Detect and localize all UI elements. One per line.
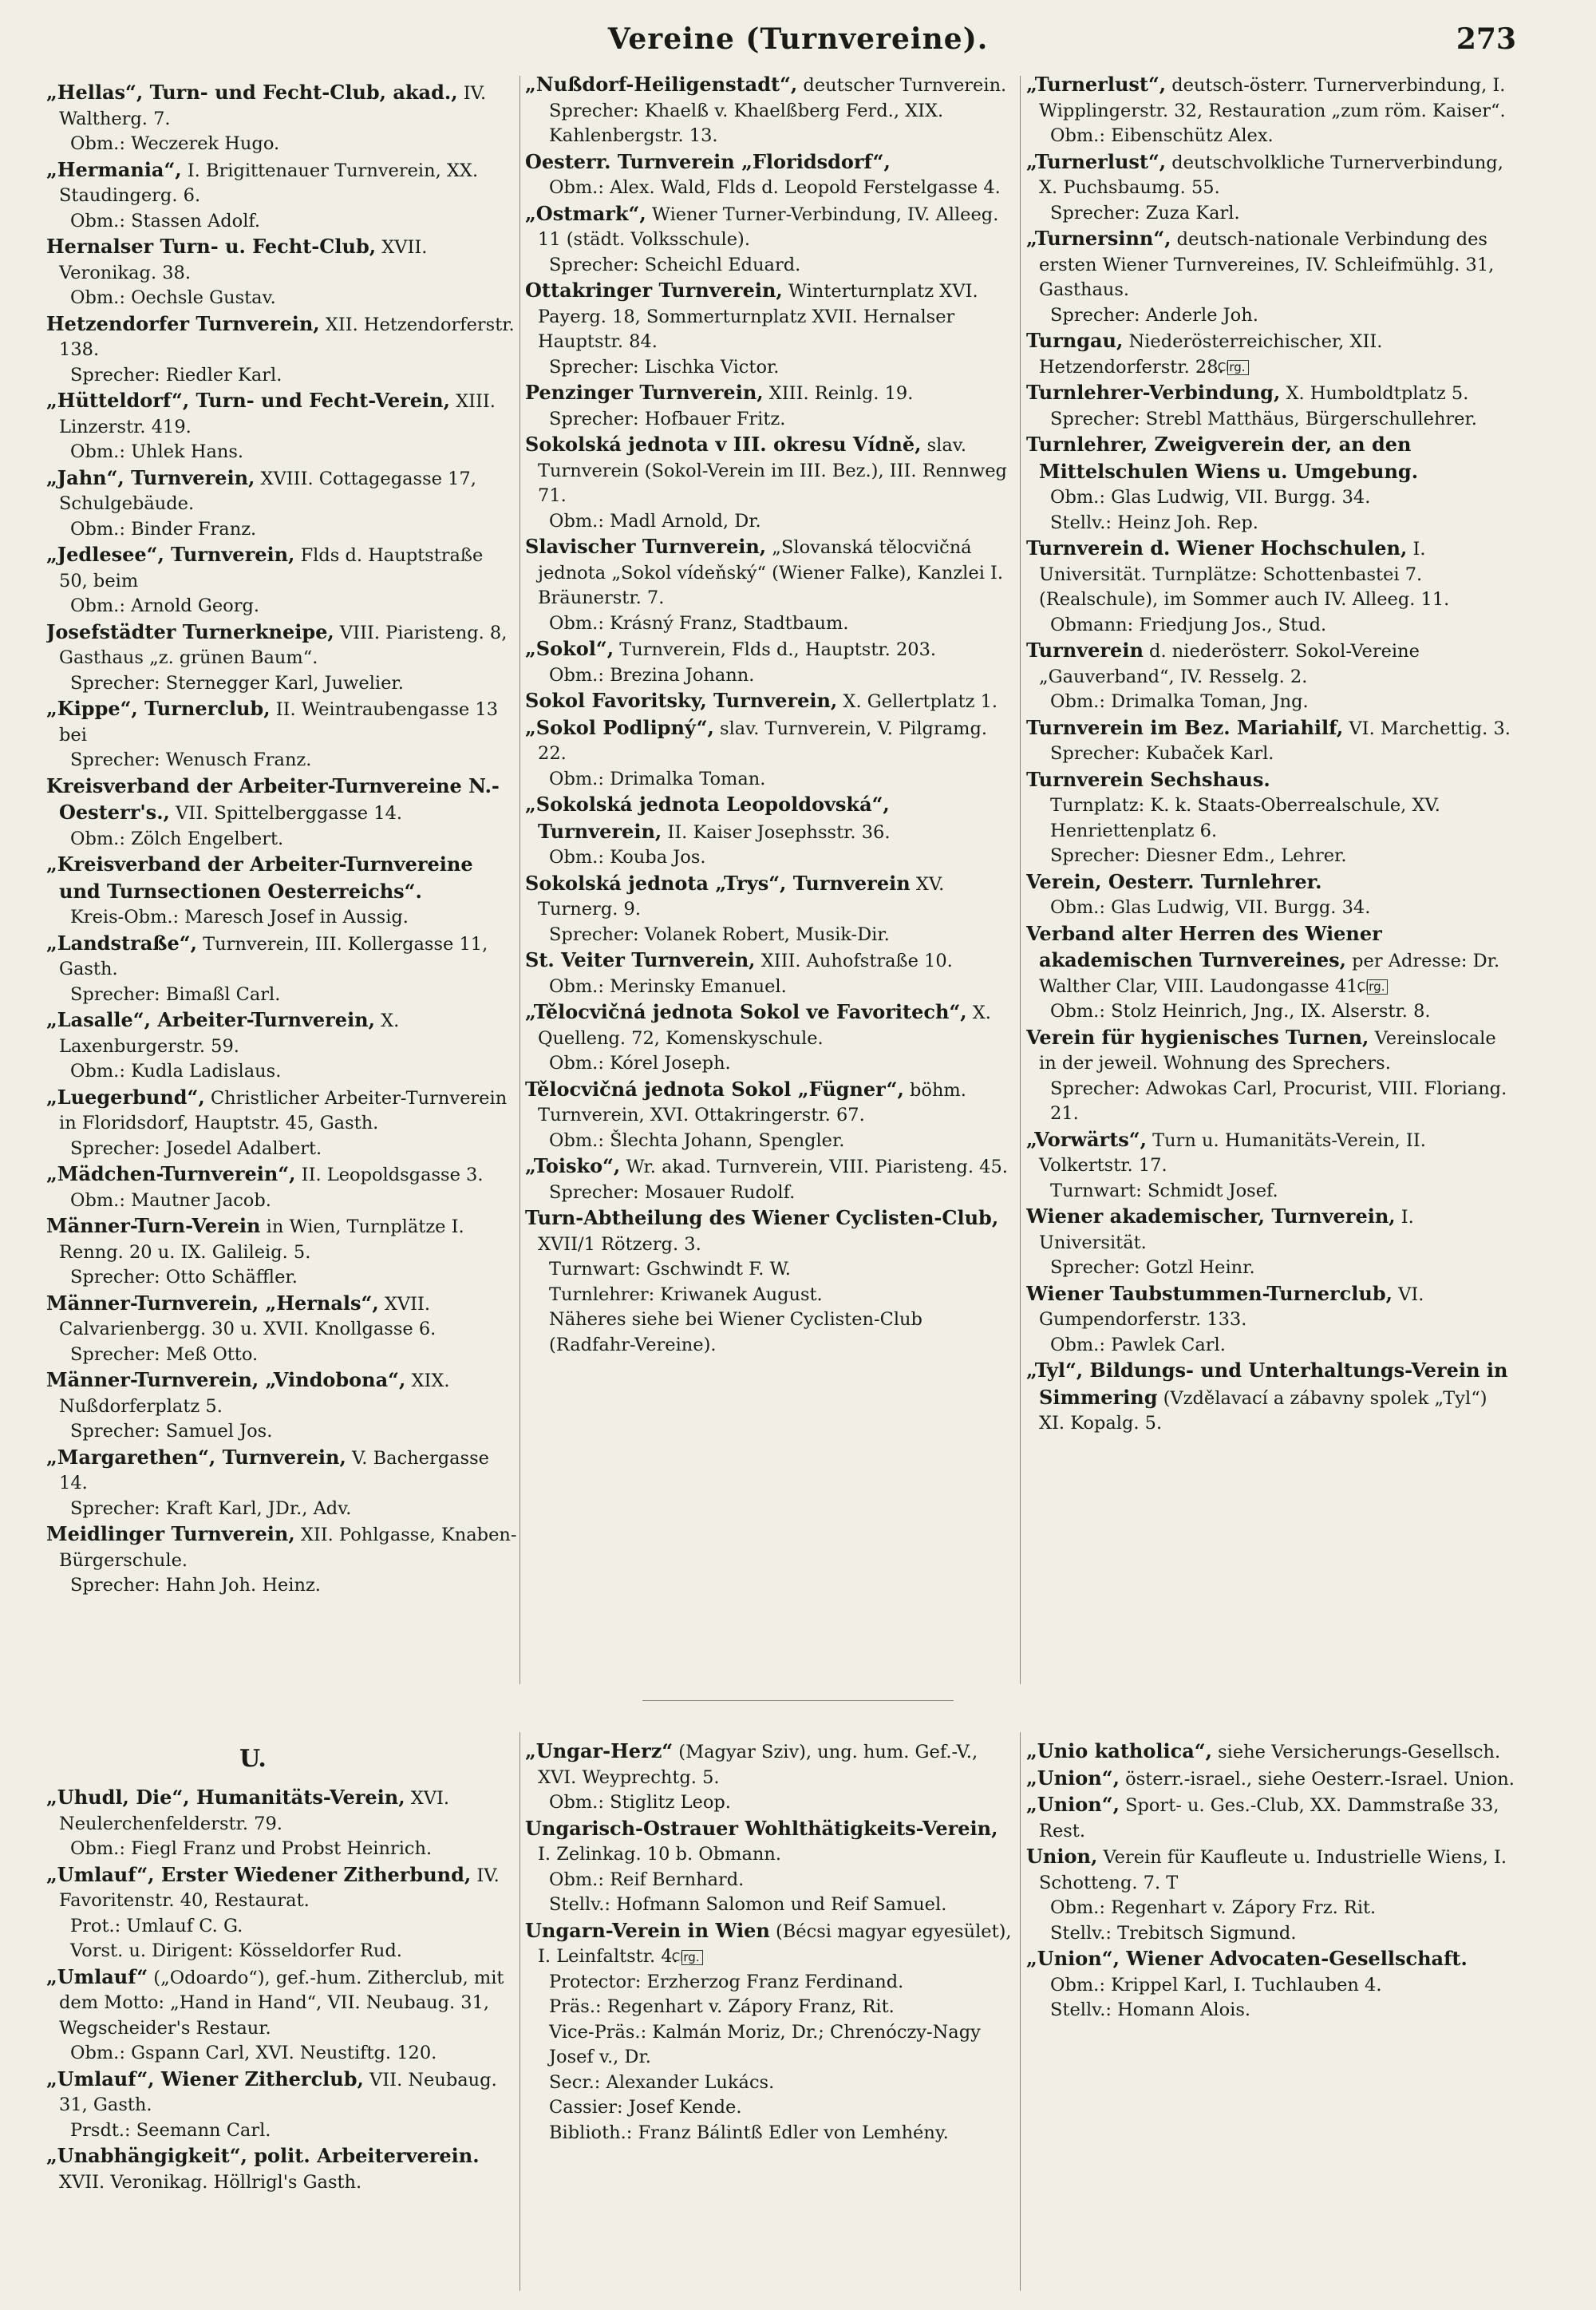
entry-name: Verband alter Herren des Wiener akademischen Turnvereines,	[1026, 921, 1382, 971]
entry-officer: Sprecher: Hahn Joh. Heinz.	[70, 1575, 321, 1596]
directory-entry	[46, 1291, 517, 1343]
entry-name: Sokolská jednota v III. okresu Vídně,	[525, 433, 922, 456]
entry-name: „Unabhängigkeit“, polit. Arbeiterverein.	[46, 2144, 480, 2167]
entry-officer: Obm.: Reif Bernhard.	[549, 1869, 745, 1890]
entry-name: Turn-Abtheilung des Wiener Cyclisten-Club,	[525, 1206, 999, 1229]
column-5	[525, 1738, 1013, 2146]
entry-officer: Obm.: Uhlek Hans.	[70, 441, 244, 462]
entry-name: „Sokolská jednota Leopoldovská“, Turnverein,	[525, 793, 890, 843]
clearing-stamp: Clrg.	[1367, 979, 1389, 995]
entry-address: I. Zelinkag. 10 b. Obmann.	[538, 1844, 782, 1865]
directory-entry	[525, 871, 1013, 923]
entry-name: Männer-Turnverein, „Vindobona“,	[46, 1368, 406, 1391]
entry-address: Christlicher Arbeiter-Turnverein in Floridsdorf, Hauptstr. 45, Gasth.	[59, 1087, 508, 1133]
entry-name: „Union“,	[1026, 1793, 1120, 1816]
section-letter: U.	[239, 1745, 267, 1773]
entry-officer: Turnwart: Gschwindt F. W.	[549, 1259, 791, 1280]
entry-officer: Stellv.: Hofmann Salomon und Reif Samuel.	[549, 1894, 947, 1915]
entry-officer: Sprecher: Gotzl Heinr.	[1050, 1257, 1255, 1278]
column-rule	[519, 1732, 520, 2291]
directory-entry	[1026, 1281, 1516, 1333]
directory-entry	[1026, 536, 1516, 613]
entry-officer: Sprecher: Zuza Karl.	[1050, 202, 1240, 223]
column-3	[1026, 72, 1516, 1437]
directory-entry	[1026, 72, 1516, 124]
entry-name: Penzinger Turnverein,	[525, 381, 764, 404]
entry-address: XVII. Calvarienbergg. 30 u. XVII. Knollgasse 6.	[59, 1293, 437, 1339]
entry-name: Oesterr. Turnverein „Floridsdorf“,	[525, 149, 891, 173]
entry-address: I. Universität.	[1039, 1207, 1414, 1253]
directory-entry	[1026, 1025, 1516, 1077]
entry-officer: Sprecher: Sternegger Karl, Juwelier.	[70, 672, 404, 694]
entry-officer: Obm.: Kórel Joseph.	[549, 1053, 731, 1074]
directory-entry	[1026, 1127, 1516, 1179]
directory-entry	[1026, 1766, 1516, 1793]
entry-officer: Obm.: Krásný Franz, Stadtbaum.	[549, 612, 849, 634]
entry-address: Niederösterreichischer, XII. Hetzendorferstr. 28.	[1039, 331, 1383, 378]
entry-officer: Sprecher: Bimaßl Carl.	[70, 983, 281, 1005]
directory-entry	[1026, 715, 1516, 742]
entry-name: Tělocvičná jednota Sokol „Fügner“,	[525, 1077, 904, 1101]
entry-officer: Näheres siehe bei Wiener Cyclisten-Club (Radfahr-Vereine).	[549, 1309, 922, 1355]
entry-address: „Slovanská tělocvičná jednota „Sokol vídeňský“ (Wiener Falke), Kanzlei I. Bräunerstr. 7.	[538, 537, 1004, 608]
entry-address: siehe Versicherungs-Gesellsch.	[1211, 1742, 1501, 1762]
entry-name: „Union“,	[1026, 1766, 1120, 1790]
entry-name: „Vorwärts“,	[1026, 1127, 1147, 1151]
directory-entry	[1026, 432, 1516, 485]
entry-address: Winterturnplatz XVI. Payerg. 18, Sommerturnplatz XVII. Hernalser Hauptstr. 84.	[538, 281, 978, 352]
directory-entry	[1026, 1358, 1516, 1437]
entry-address: XII. Hetzendorferstr. 138.	[59, 314, 515, 360]
entry-name: „Kippe“, Turnerclub,	[46, 697, 271, 720]
entry-officer: Obm.: Stassen Adolf.	[70, 210, 261, 231]
entry-address: XVI. Neulerchenfelderstr. 79.	[59, 1788, 450, 1834]
entry-officer: Obm.: Regenhart v. Zápory Frz. Rit.	[1050, 1897, 1377, 1918]
entry-officer: Obm.: Kouba Jos.	[549, 847, 706, 868]
directory-entry	[46, 852, 517, 905]
entry-name: Turnlehrer, Zweigverein der, an den Mittelschulen Wiens u. Umgebung.	[1026, 433, 1419, 483]
directory-entry	[46, 1785, 517, 1837]
entry-officer: Sprecher: Wenusch Franz.	[70, 750, 312, 770]
column-6	[1026, 1738, 1516, 2023]
entry-name: „Kreisverband der Arbeiter-Turnvereine und Turnsectionen Oesterreichs“.	[46, 852, 473, 903]
entry-address: XVIII. Cottagegasse 17, Schulgebäude.	[59, 468, 476, 514]
entry-address: IV. Favoritenstr. 40, Restaurat.	[59, 1865, 500, 1911]
entry-officer: Obm.: Fiegl Franz und Probst Heinrich.	[70, 1838, 433, 1859]
entry-name: Verein, Oesterr. Turnlehrer.	[1026, 869, 1322, 893]
entry-name: „Jedlesee“, Turnverein,	[46, 543, 295, 566]
entry-address: IV. Waltherg. 7.	[59, 83, 487, 129]
entry-name: Verein für hygienisches Turnen,	[1026, 1025, 1369, 1049]
entry-address: II. Weintraubengasse 13 bei	[59, 699, 499, 746]
directory-entry	[46, 1862, 517, 1914]
running-head: Vereine (Turnvereine).	[607, 22, 989, 56]
entry-name: Turnverein Sechshaus.	[1026, 767, 1270, 791]
entry-officer: Secr.: Alexander Lukács.	[549, 2071, 775, 2093]
entry-name: Turnverein	[1026, 639, 1144, 662]
entry-officer: Sprecher: Josedel Adalbert.	[70, 1137, 322, 1159]
directory-entry	[525, 1205, 1013, 1257]
directory-entry	[46, 773, 517, 827]
directory-entry	[46, 157, 517, 209]
entry-name: Turngau,	[1026, 329, 1124, 352]
entry-officer: Prot.: Umlauf C. G.	[70, 1915, 243, 1936]
column-rule	[519, 76, 520, 1684]
entry-name: „Hermania“,	[46, 157, 182, 181]
column-rule	[1020, 76, 1021, 1684]
entry-name: „Umlauf“, Wiener Zitherclub,	[46, 2067, 364, 2090]
entry-address: VI. Marchettig. 3.	[1343, 718, 1511, 739]
directory-entry	[46, 465, 517, 517]
entry-officer: Obm.: Kudla Ladislaus.	[70, 1061, 282, 1082]
directory-entry	[1026, 380, 1516, 407]
entry-address: Vereinslocale in der jeweil. Wohnung des Sprechers.	[1039, 1027, 1496, 1074]
entry-name: „Hellas“, Turn- und Fecht-Club, akad.,	[46, 81, 458, 104]
directory-entry	[46, 931, 517, 983]
entry-address: II. Leopoldsgasse 3.	[295, 1165, 484, 1185]
entry-officer: Sprecher: Anderle Joh.	[1050, 304, 1258, 326]
entry-officer: Stellv.: Heinz Joh. Rep.	[1050, 512, 1258, 533]
entry-address: VIII. Piaristeng. 8, Gasthaus „z. grünen Baum“.	[59, 622, 508, 668]
entry-address: Turn u. Humanitäts-Verein, II. Volkertstr. 17.	[1039, 1129, 1426, 1176]
column-1	[46, 80, 517, 1599]
entry-officer: Obm.: Zölch Engelbert.	[70, 828, 284, 849]
entry-address: XIII. Auhofstraße 10.	[755, 951, 953, 971]
entry-address: X. Laxenburgerstr. 59.	[59, 1011, 400, 1057]
directory-entry	[525, 688, 1013, 715]
entry-address: VII. Spittelberggasse 14.	[169, 803, 403, 824]
entry-officer: Turnplatz: K. k. Staats-Oberrealschule, XV. Henriettenplatz 6.	[1050, 795, 1440, 841]
directory-entry	[46, 619, 517, 671]
entry-address: Verein für Kaufleute u. Industrielle Wiens, I. Schotteng. 7. T	[1039, 1847, 1507, 1893]
directory-entry	[46, 1521, 517, 1573]
entry-name: „Umlauf“, Erster Wiedener Zitherbund,	[46, 1862, 472, 1886]
entry-officer: Sprecher: Kubaček Karl.	[1050, 743, 1274, 764]
entry-name: „Lasalle“, Arbeiter-Turnverein,	[46, 1008, 375, 1031]
entry-address: („Odoardo“), gef.-hum. Zitherclub, mit dem Motto: „Hand in Hand“, VII. Neubaug. 31, Wegscheider's Restaur.	[59, 1967, 504, 2039]
entry-address: deutscher Turnverein.	[797, 75, 1007, 96]
entry-officer: Turnlehrer: Kriwanek August.	[549, 1284, 823, 1305]
entry-officer: Obm.: Merinsky Emanuel.	[549, 975, 787, 997]
entry-name: Männer-Turn-Verein	[46, 1214, 261, 1237]
directory-entry	[46, 1007, 517, 1059]
entry-name: Wiener akademischer, Turnverein,	[1026, 1204, 1396, 1228]
entry-address: in Wien, Turnplätze I. Renng. 20 u. IX. Galileig. 5.	[59, 1216, 464, 1263]
entry-name: Hetzendorfer Turnverein,	[46, 311, 320, 335]
entry-name: „Union“, Wiener Advocaten-Gesellschaft.	[1026, 1947, 1468, 1970]
directory-entry	[525, 201, 1013, 253]
entry-name: Turnverein im Bez. Mariahilf,	[1026, 715, 1344, 739]
directory-entry	[46, 2067, 517, 2118]
entry-name: Hernalser Turn- u. Fecht-Club,	[46, 235, 377, 258]
page-number: 273	[1456, 22, 1516, 56]
entry-name: Kreisverband der Arbeiter-Turnvereine N.-Oesterr's.,	[46, 773, 500, 824]
entry-name: Josefstädter Turnerkneipe,	[46, 619, 334, 643]
entry-officer: Obm.: Stolz Heinrich, Jng., IX. Alserstr. 8.	[1050, 1001, 1431, 1022]
entry-address: Wiener Turner-Verbindung, IV. Alleeg. 11 (städt. Volksschule).	[538, 204, 999, 250]
entry-officer: Obm.: Madl Arnold, Dr.	[549, 510, 761, 532]
entry-officer: Obm.: Mautner Jacob.	[70, 1189, 271, 1211]
section-rule	[642, 1700, 954, 1701]
entry-name: „Hütteldorf“, Turn- und Fecht-Verein,	[46, 389, 450, 412]
directory-entry	[525, 1816, 1013, 1868]
directory-entry	[525, 999, 1013, 1051]
directory-entry	[525, 1077, 1013, 1129]
directory-entry	[46, 1445, 517, 1497]
entry-name: Wiener Taubstummen-Turnerclub,	[1026, 1281, 1393, 1305]
entry-name: „Sokol“,	[525, 637, 614, 660]
column-2	[525, 72, 1013, 1358]
entry-address: (Bécsi magyar egyesület), I. Leinfaltstr. 4.	[538, 1920, 1012, 1967]
entry-officer: Obmann: Friedjung Jos., Stud.	[1050, 614, 1327, 635]
directory-entry	[525, 278, 1013, 355]
entry-officer: Cassier: Josef Kende.	[549, 2097, 742, 2118]
entry-name: Meidlinger Turnverein,	[46, 1522, 295, 1545]
directory-entry	[1026, 921, 1516, 1000]
directory-entry	[46, 388, 517, 440]
entry-address: deutsch-österr. Turnerverbindung, I. Wipplingerstr. 32, Restauration „zum röm. Kaiser“.	[1039, 75, 1506, 121]
entry-name: Männer-Turnverein, „Hernals“,	[46, 1291, 379, 1315]
entry-name: „Unio katholica“,	[1026, 1739, 1212, 1762]
directory-entry	[46, 1964, 517, 2042]
directory-entry	[1026, 1946, 1516, 1973]
entry-officer: Obm.: Krippel Karl, I. Tuchlauben 4.	[1050, 1974, 1382, 1996]
directory-entry	[525, 432, 1013, 509]
entry-address: XIII. Reinlg. 19.	[763, 383, 914, 404]
entry-address: XII. Pohlgasse, Knaben-Bürgerschule.	[59, 1525, 517, 1571]
entry-name: „Sokol Podlipný“,	[525, 715, 714, 739]
entry-address: slav. Turnverein (Sokol-Verein im III. Bez.), III. Rennweg 71.	[538, 435, 1007, 506]
directory-entry	[46, 2143, 517, 2195]
directory-entry	[1026, 638, 1516, 690]
entry-name: „Landstraße“,	[46, 931, 197, 955]
entry-address: XIX. Nußdorferplatz 5.	[59, 1371, 450, 1417]
entry-officer: Obm.: Oechsle Gustav.	[70, 287, 276, 308]
entry-address: X. Humboldtplatz 5.	[1280, 383, 1469, 404]
entry-address: XVII. Veronikag. Höllrigl's Gasth.	[59, 2171, 362, 2193]
entry-address: deutschvolkliche Turnerverbindung, X. Puchsbaumg. 55.	[1039, 152, 1503, 198]
entry-officer: Vorst. u. Dirigent: Kösseldorfer Rud.	[70, 1940, 402, 1961]
directory-entry	[525, 1153, 1013, 1181]
entry-name: „Nußdorf-Heiligenstadt“,	[525, 73, 798, 96]
entry-officer: Obm.: Binder Franz.	[70, 518, 257, 540]
entry-name: „Turnersinn“,	[1026, 227, 1171, 250]
directory-entry	[46, 696, 517, 748]
entry-officer: Obm.: Drimalka Toman.	[549, 768, 766, 789]
directory-entry	[525, 380, 1013, 407]
entry-address: XVII. Veronikag. 38.	[59, 237, 428, 283]
entry-address: VI. Gumpendorferstr. 133.	[1039, 1284, 1424, 1330]
entry-officer: Obm.: Alex. Wald, Flds d. Leopold Ferstelgasse 4.	[549, 177, 1001, 198]
directory-entry	[1026, 226, 1516, 303]
entry-name: „Luegerbund“,	[46, 1085, 205, 1109]
entry-name: St. Veiter Turnverein,	[525, 948, 756, 971]
entry-address: Wr. akad. Turnverein, VIII. Piaristeng. 45.	[620, 1157, 1008, 1177]
entry-name: „Toisko“,	[525, 1154, 621, 1177]
entry-name: „Turnerlust“,	[1026, 149, 1167, 173]
directory-entry	[46, 80, 517, 132]
directory-entry	[1026, 328, 1516, 380]
entry-address: VII. Neubaug. 31, Gasth.	[59, 2069, 497, 2115]
entry-address: XVII/1 Rötzerg. 3.	[538, 1233, 701, 1255]
column-4	[46, 1785, 517, 2195]
entry-address: Flds d. Hauptstraße 50, beim	[59, 545, 484, 591]
directory-entry	[46, 1161, 517, 1189]
entry-officer: Sprecher: Hofbauer Fritz.	[549, 408, 786, 429]
directory-entry	[1026, 149, 1516, 201]
entry-address: österr.-israel., siehe Oesterr.-Israel. Union.	[1119, 1768, 1515, 1790]
entry-officer: Stellv.: Trebitsch Sigmund.	[1050, 1922, 1297, 1944]
entry-address: II. Kaiser Josephsstr. 36.	[662, 821, 891, 843]
entry-name: „Turnerlust“,	[1026, 73, 1167, 96]
entry-officer: Biblioth.: Franz Bálintß Edler von Lemhény.	[549, 2122, 949, 2143]
entry-name: „Ungar-Herz“	[525, 1739, 674, 1762]
entry-address: Turnverein, Flds d., Hauptstr. 203.	[614, 639, 937, 660]
entry-officer: Kreis-Obm.: Maresch Josef in Aussig.	[70, 907, 409, 928]
entry-officer: Sprecher: Volanek Robert, Musik-Dir.	[549, 924, 890, 945]
entry-name: „Umlauf“	[46, 1964, 148, 1988]
directory-entry	[525, 149, 1013, 176]
column-rule	[1020, 1732, 1021, 2291]
entry-officer: Sprecher: Lischka Victor.	[549, 356, 780, 378]
entry-name: Slavischer Turnverein,	[525, 535, 767, 558]
entry-name: Ungarn-Verein in Wien	[525, 1918, 770, 1942]
directory-entry	[1026, 1738, 1516, 1766]
directory-entry	[525, 1918, 1013, 1970]
page-header	[0, 22, 1596, 70]
entry-address: (Magyar Sziv), ung. hum. Gef.-V., XVI. Weyprechtg. 5.	[538, 1742, 978, 1788]
entry-address: V. Bachergasse 14.	[59, 1447, 489, 1493]
directory-entry	[1026, 1844, 1516, 1896]
directory-entry	[525, 534, 1013, 611]
entry-address: deutsch-nationale Verbindung des ersten Wiener Turnvereines, IV. Schleifmühlg. 31, Gasthaus.	[1039, 229, 1495, 300]
entry-officer: Stellv.: Homann Alois.	[1050, 1999, 1251, 2020]
entry-address: X. Gellertplatz 1.	[837, 691, 998, 712]
entry-officer: Sprecher: Mosauer Rudolf.	[549, 1181, 796, 1203]
entry-officer: Obm.: Eibenschütz Alex.	[1050, 125, 1274, 146]
entry-officer: Obm.: Weczerek Hugo.	[70, 133, 280, 154]
entry-address: XV. Turnerg. 9.	[538, 873, 945, 920]
directory-entry	[46, 1367, 517, 1419]
entry-name: Ungarisch-Ostrauer Wohlthätigkeits-Verein,	[525, 1816, 998, 1840]
entry-name: „Jahn“, Turnverein,	[46, 465, 255, 489]
entry-officer: Protector: Erzherzog Franz Ferdinand.	[549, 1971, 904, 1992]
directory-entry	[525, 947, 1013, 975]
directory-entry	[1026, 767, 1516, 794]
entry-address: I. Brigittenauer Turnverein, XX. Staudingerg. 6.	[59, 160, 479, 206]
directory-entry	[525, 72, 1013, 99]
entry-name: „Ostmark“,	[525, 201, 646, 225]
entry-address: X. Quelleng. 72, Komenskyschule.	[538, 1003, 991, 1049]
entry-name: „Margarethen“, Turnverein,	[46, 1445, 346, 1469]
clearing-stamp: Clrg.	[681, 1950, 703, 1965]
entry-name: Sokolská jednota „Trys“, Turnverein	[525, 871, 911, 895]
entry-address: Turnverein, III. Kollergasse 11, Gasth.	[59, 933, 488, 979]
entry-officer: Obm.: Drimalka Toman, Jng.	[1050, 691, 1309, 712]
entry-name: Union,	[1026, 1845, 1098, 1868]
entry-officer: Obm.: Pawlek Carl.	[1050, 1334, 1226, 1355]
entry-name: Turnlehrer-Verbindung,	[1026, 381, 1281, 404]
entry-officer: Sprecher: Diesner Edm., Lehrer.	[1050, 845, 1347, 866]
entry-name: „Tělocvičná jednota Sokol ve Favoritech“,	[525, 1000, 967, 1023]
directory-entry	[46, 542, 517, 594]
directory-entry	[46, 1085, 517, 1137]
entry-name: „Uhudl, Die“, Humanitäts-Verein,	[46, 1786, 405, 1809]
directory-entry	[1026, 1792, 1516, 1844]
entry-officer: Prsdt.: Seemann Carl.	[70, 2119, 271, 2141]
directory-entry	[1026, 1204, 1516, 1256]
entry-officer: Obm.: Stiglitz Leop.	[549, 1792, 731, 1813]
entry-officer: Obm.: Brezina Johann.	[549, 664, 755, 686]
entry-address: d. niederösterr. Sokol-Vereine „Gauverband“, IV. Resselg. 2.	[1039, 641, 1420, 687]
entry-officer: Obm.: Gspann Carl, XVI. Neustiftg. 120.	[70, 2043, 437, 2063]
entry-address: I. Universität. Turnplätze: Schottenbastei 7. (Realschule), im Sommer auch IV. Alleeg. 11.	[1039, 539, 1450, 610]
entry-officer: Obm.: Arnold Georg.	[70, 595, 260, 616]
entry-officer: Sprecher: Samuel Jos.	[70, 1421, 273, 1442]
entry-officer: Obm.: Šlechta Johann, Spengler.	[549, 1129, 845, 1151]
directory-entry	[525, 715, 1013, 767]
entry-officer: Sprecher: Riedler Karl.	[70, 364, 282, 386]
entry-officer: Sprecher: Meß Otto.	[70, 1343, 259, 1365]
entry-officer: Sprecher: Khaelß v. Khaelßberg Ferd., XIX. Kahlenbergstr. 13.	[549, 100, 944, 146]
directory-entry	[1026, 869, 1516, 896]
entry-officer: Sprecher: Otto Schäffler.	[70, 1267, 298, 1288]
entry-name: Turnverein d. Wiener Hochschulen,	[1026, 536, 1408, 560]
entry-officer: Obm.: Glas Ludwig, VII. Burgg. 34.	[1050, 487, 1371, 508]
entry-officer: Präs.: Regenhart v. Zápory Franz, Rit.	[549, 1996, 895, 2017]
entry-officer: Sprecher: Strebl Matthäus, Bürgerschullehrer.	[1050, 408, 1477, 429]
directory-entry	[46, 234, 517, 286]
entry-name: Ottakringer Turnverein,	[525, 279, 783, 302]
entry-officer: Sprecher: Kraft Karl, JDr., Adv.	[70, 1497, 352, 1519]
entry-name: „Mädchen-Turnverein“,	[46, 1162, 296, 1185]
entry-name: „Tyl“, Bildungs- und Unterhaltungs-Verein in Simmering	[1026, 1359, 1508, 1409]
entry-officer: Sprecher: Adwokas Carl, Procurist, VIII. Floriang. 21.	[1050, 1078, 1507, 1124]
entry-officer: Sprecher: Scheichl Eduard.	[549, 254, 801, 275]
entry-name: Sokol Favoritsky, Turnverein,	[525, 689, 838, 712]
directory-entry	[525, 636, 1013, 663]
entry-address: per Adresse: Dr. Walther Clar, VIII. Laudongasse 41.	[1039, 951, 1500, 997]
entry-address: (Vzdělavací a zábavny spolek „Tyl“) XI. Kopalg. 5.	[1039, 1387, 1487, 1434]
directory-entry	[525, 792, 1013, 845]
directory-entry	[46, 311, 517, 363]
entry-officer: Vice-Präs.: Kalmán Moriz, Dr.; Chrenóczy-Nagy Josef v., Dr.	[549, 2021, 981, 2067]
entry-officer: Obm.: Glas Ludwig, VII. Burgg. 34.	[1050, 897, 1371, 918]
directory-entry	[525, 1738, 1013, 1790]
clearing-stamp: Clrg.	[1227, 360, 1249, 375]
entry-address: böhm. Turnverein, XVI. Ottakringerstr. 67.	[538, 1079, 966, 1125]
entry-officer: Turnwart: Schmidt Josef.	[1050, 1180, 1278, 1201]
entry-address: slav. Turnverein, V. Pilgramg. 22.	[538, 718, 988, 764]
directory-entry	[46, 1213, 517, 1265]
entry-address: XIII. Linzerstr. 419.	[59, 391, 496, 437]
entry-address: Sport- u. Ges.-Club, XX. Dammstraße 33, Rest.	[1039, 1795, 1499, 1841]
